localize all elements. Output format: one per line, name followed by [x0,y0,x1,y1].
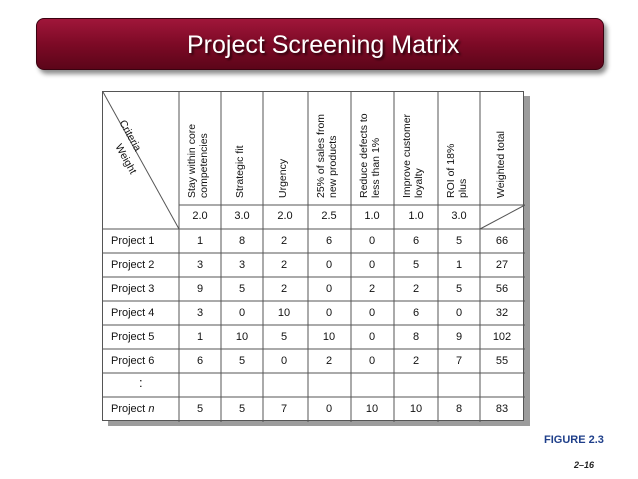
score-cell: 8 [455,403,463,415]
score-cell: 0 [325,283,333,295]
score-cell: 2 [412,283,420,295]
score-cell: 0 [238,307,246,319]
score-cell: 0 [368,307,376,319]
matrix-grid-lines [103,92,525,422]
weight-value: 3.0 [234,210,250,222]
weight-value: 1.0 [408,210,424,222]
score-cell: 0 [325,307,333,319]
score-cell: 0 [325,403,333,415]
criterion-header: Improve customer loyalty [401,113,425,198]
row-label: Project 3 [111,283,155,295]
page-number: 2–16 [574,460,595,470]
title-bar [36,18,604,70]
score-cell: 83 [495,403,509,415]
score-cell: 0 [368,259,376,271]
row-label-prefix: Project [111,403,146,415]
row-label: : [139,375,143,390]
score-cell: 5 [238,403,246,415]
score-cell: 9 [196,283,204,295]
score-cell: 6 [196,355,204,367]
score-cell: 10 [365,403,379,415]
score-cell: 0 [368,331,376,343]
score-cell: 0 [455,307,463,319]
score-cell: 0 [368,355,376,367]
weight-value: 1.0 [364,210,380,222]
criterion-header: Strategic fit [234,145,246,198]
score-cell: 55 [495,355,509,367]
row-label: Project 5 [111,331,155,343]
row-label [111,403,154,415]
score-cell: 5 [412,259,420,271]
row-label: Project 2 [111,259,155,271]
criterion-header: Urgency [277,158,289,198]
score-cell: 2 [368,283,376,295]
score-cell: 5 [455,283,463,295]
score-cell: 5 [238,355,246,367]
score-cell: 3 [238,259,246,271]
score-cell: 8 [412,331,420,343]
figure-label: FIGURE 2.3 [544,434,604,446]
score-cell: 1 [196,235,204,247]
score-cell: 10 [409,403,423,415]
corner-weight-label: Weight [112,142,139,177]
score-cell: 6 [325,235,333,247]
score-cell: 32 [495,307,509,319]
score-cell: 5 [238,283,246,295]
score-cell: 0 [368,235,376,247]
score-cell: 3 [196,307,204,319]
criterion-header: ROI of 18% plus [445,143,469,198]
score-cell: 2 [280,235,288,247]
row-label: Project 6 [111,355,155,367]
criterion-header: Reduce defects to less than 1% [358,113,382,198]
criterion-header: 25% of sales from new products [315,113,339,198]
score-cell: 27 [495,259,509,271]
weight-value: 2.5 [321,210,337,222]
score-cell: 2 [280,259,288,271]
score-cell: 56 [495,283,509,295]
score-cell: 0 [325,259,333,271]
score-cell: 2 [280,283,288,295]
page-title: Project Screening Matrix [187,31,460,59]
score-cell: 10 [235,331,249,343]
score-cell: 1 [196,331,204,343]
row-label: Project 4 [111,307,155,319]
weight-value: 3.0 [451,210,467,222]
row-label: Project 1 [111,235,155,247]
score-cell: 2 [325,355,333,367]
score-cell: 2 [412,355,420,367]
score-cell: 7 [280,403,288,415]
screening-matrix-table [102,91,524,421]
score-cell: 0 [280,355,288,367]
score-cell: 6 [412,235,420,247]
criterion-header: Weighted total [495,131,507,198]
score-cell: 5 [455,235,463,247]
row-label-suffix: n [148,403,155,415]
score-cell: 6 [412,307,420,319]
score-cell: 102 [492,331,512,343]
score-cell: 5 [280,331,288,343]
score-cell: 66 [495,235,509,247]
weight-value: 2.0 [277,210,293,222]
score-cell: 5 [196,403,204,415]
corner-criteria-label: Criteria [116,118,144,154]
score-cell: 10 [277,307,291,319]
score-cell: 8 [238,235,246,247]
weight-value: 2.0 [192,210,208,222]
score-cell: 1 [455,259,463,271]
criterion-header: Stay within core competencies [186,123,210,198]
score-cell: 10 [322,331,336,343]
score-cell: 7 [455,355,463,367]
score-cell: 9 [455,331,463,343]
score-cell: 3 [196,259,204,271]
